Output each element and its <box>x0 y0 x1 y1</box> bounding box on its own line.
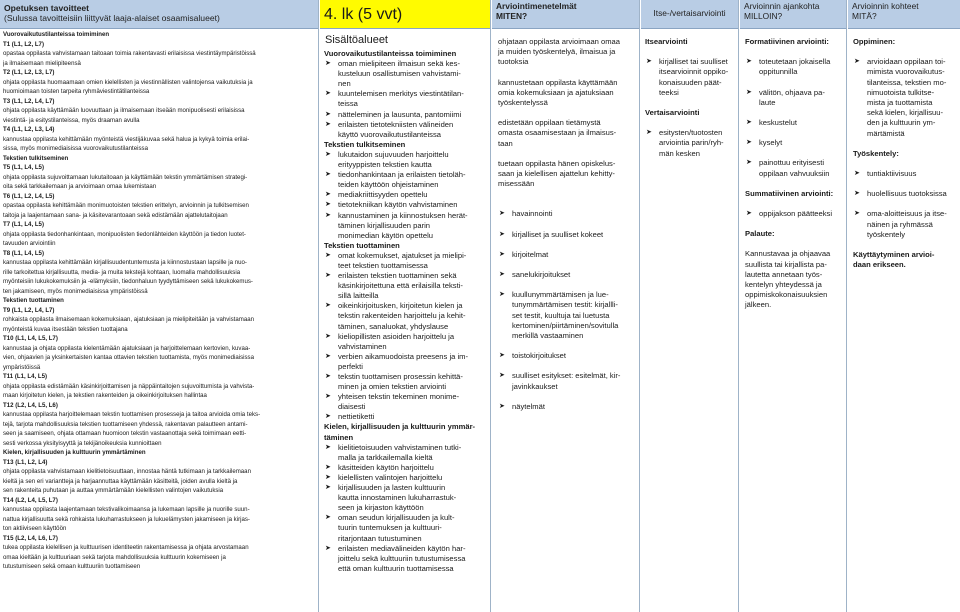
learning-heading: Oppiminen: <box>853 37 896 46</box>
content-item: ➤ kielitietoisuuden vahvistaminen tutki- malla ja tarkkailemalla kieltä <box>324 443 486 463</box>
content-item: ➤ erilaisten mediavälineiden käytön har- joittelu sekä kulttuuriin tutustumisessa että oman kulttuurin tuottamisessa <box>324 544 486 574</box>
targets-list <box>848 29 960 278</box>
content-section-heading: Vuorovaikutustilanteissa toimiminen <box>324 49 457 58</box>
spacer <box>745 239 841 249</box>
objective-text: sissa, myös monimediaisissa vuorovaikutustilanteissa <box>3 145 148 152</box>
objective-text: tejä, tarjota mahdollisuuksia tekstien tuottamiseen yhdessä, rakentavan palautteen antami- <box>3 420 248 428</box>
spacer <box>498 361 633 371</box>
method-paragraph: edistetään oppilaan tietämystä omasta osaamisestaan ja ilmaisus- taan <box>498 118 617 148</box>
spacer <box>498 199 633 209</box>
feedback-text: Kannustavaa ja ohjaavaa suullista tai kirjallista pa- lautetta annetaan työs- kentelyn yhteydessä ja oppimiskokonaisuuksien jälkeen. <box>745 249 831 310</box>
grade-title: 4. lk (5 vvt) <box>320 0 490 29</box>
self-assessment-list <box>641 29 738 167</box>
objective-heading: T7 (L1, L4, L5) <box>3 221 44 228</box>
self-assessment-item: ➤ kirjalliset tai suulliset itsearvioinnit oppiko- konaisuuden päät- teeksi <box>645 57 734 98</box>
objective-heading: T8 (L1, L4, L5) <box>3 249 44 257</box>
objective-heading: Vuorovaikutustilanteissa toimiminen <box>3 31 110 38</box>
content-item: ➤ mediakriittisyyden opettelu <box>324 190 486 200</box>
objective-heading: T11 (L1, L4, L5) <box>3 373 48 380</box>
spacer <box>853 240 955 250</box>
content-item: ➤ erilaisten tekstien tuottaminen sekä käsinkirjoitettuna että erilaisilla teksti- sillä laitteilla <box>324 271 486 301</box>
objective-text: rille tarkoitettua kirjallisuutta, media- ja muita tekstejä kohtaan, luomalla mahdollisuuksia <box>3 268 241 276</box>
objective-text: ohjata oppilasta käyttämään luovuuttaan ja ilmaisemaan itseään monipuolisesti erilaisissa <box>3 107 245 114</box>
objective-text: tukea oppilasta kielellisen ja kulttuurisen identiteetin rakentamisessa ja ohjata arvostamaan <box>3 544 249 551</box>
objective-text: taitoja ja laajentamaan sana- ja käsitevarantoaan sekä edistämään ajattelutaitojaan <box>3 211 228 219</box>
method-paragraph: kannustetaan oppilasta käyttämään omia kokemuksiaan ja ajatuksiaan työskentelyssä <box>498 77 618 108</box>
spacer <box>745 78 841 88</box>
spacer <box>853 199 955 209</box>
behaviour-note: Käyttäytyminen arvioi- daan erikseen. <box>853 250 935 270</box>
content-section-heading: Tekstien tuottaminen <box>324 240 400 250</box>
timing-item: ➤ toteutetaan jokaisella oppitunnilla <box>745 57 841 77</box>
content-section-heading: Tekstien tulkitseminen <box>324 139 406 149</box>
objectives-header <box>0 0 318 29</box>
objective-text: ympäristöissä <box>3 363 41 371</box>
method-item: ➤ sanelukirjoitukset <box>498 270 633 280</box>
timing-item: ➤ keskustelut <box>745 118 841 128</box>
spacer <box>745 219 841 229</box>
objective-text: kannustaa oppilasta laajentamaan tekstivalikoimaansa ja lukemaan lapsille ja nuorille suun- <box>3 506 250 513</box>
spacer <box>853 139 955 149</box>
content-section-heading: Kielen, kirjallisuuden ja kulttuurin ymmär- <box>324 422 476 432</box>
spacer <box>853 179 955 189</box>
spacer <box>498 412 633 422</box>
method-item: ➤ havainnointi <box>498 209 633 219</box>
spacer <box>745 148 841 158</box>
objective-text: sesti verkossa yksityisyyttä ja tekijänoikeuksia kunnioittaen <box>3 439 162 447</box>
objective-text: opastaa oppilasta kehittämään monimuotoisten tekstien erittelyn, arvioinnin ja tulkitsemisen <box>3 202 249 209</box>
content-section-heading: täminen <box>324 432 354 442</box>
objective-heading: Tekstien tuottaminen <box>3 297 64 304</box>
targets-header-title: Arvioinnin kohteet <box>852 1 919 11</box>
timing-item: ➤ oppijakson päätteeksi <box>745 209 841 219</box>
spacer <box>498 392 633 402</box>
objective-text: kannustaa oppilasta harjoittelemaan tekstin tuottamisen prosesseja ja taitoa arvioida omia teks- <box>3 411 261 418</box>
objective-heading: T13 (L1, L2, L4) <box>3 458 48 466</box>
timing-item: ➤ kyselyt <box>745 138 841 148</box>
timing-list <box>740 29 846 329</box>
spacer <box>745 199 841 209</box>
spacer <box>498 220 633 230</box>
peer-assessment-heading: Vertaisarviointi <box>645 108 700 118</box>
timing-item: ➤ painottuu erityisesti oppilaan vahvuuksiin <box>745 158 841 178</box>
method-item: ➤ toistokirjoitukset <box>498 351 633 361</box>
objective-heading: Tekstien tulkitseminen <box>3 154 69 162</box>
spacer <box>498 341 633 351</box>
peer-assessment-item: ➤ esitysten/tuotosten arviointia parin/ryh- män kesken <box>645 128 734 159</box>
objective-text: omaa kieltään ja kulttuuriaan sekä tarjota mahdollisuuksia kulttuurin kokemiseen ja <box>3 553 226 561</box>
objective-text: myönteistä kuvaa itsestään tekstien tuottajana <box>3 325 128 333</box>
spacer <box>745 179 841 189</box>
spacer <box>645 98 734 108</box>
objective-heading: T5 (L1, L4, L5) <box>3 164 44 171</box>
content-item: ➤ oman mielipiteen ilmaisun sekä kes- kusteluun osallistumisen vahvistami- nen <box>324 59 486 89</box>
objective-heading: T10 (L1, L4, L5, L7) <box>3 335 58 342</box>
targets-header-subtitle: MITÄ? <box>852 10 877 21</box>
methods-list <box>492 29 639 430</box>
summative-heading: Summatiivinen arviointi: <box>745 188 834 198</box>
feedback-heading: Palaute: <box>745 229 775 239</box>
content-item: ➤ tekstin tuottamisen prosessin kehittä- minen ja omien tekstien arviointi <box>324 372 486 392</box>
content-item: ➤ kirjallisuuden ja lasten kulttuurin kautta innostaminen lukuharrastuk- seen ja kirjaston käyttöön <box>324 483 486 513</box>
spacer <box>853 159 955 169</box>
target-item: ➤ huolellisuus tuotoksissa <box>853 189 955 199</box>
column-content <box>320 0 491 612</box>
objective-text: ten jakamiseen, myös monimediaisissa ympäristöissä <box>3 287 148 295</box>
column-methods <box>492 0 640 612</box>
objectives-list <box>0 29 318 572</box>
content-item: ➤ oikeinkirjoitusken, kirjoitetun kielen ja tekstin rakenteiden harjoittelu ja kehit- täminen, sanaluokat, yhdyslause <box>324 301 486 331</box>
method-item: ➤ kirjoitelmat <box>498 250 633 260</box>
objective-text: rohkaista oppilasta ilmaisemaan kokemuksiaan, ajatuksiaan ja mielipiteitään ja vahvistamaan <box>3 316 254 323</box>
column-self-assessment <box>641 0 739 612</box>
objective-text: myönteisiin lukukokemuksiin ja -elämyksiin, tiedonhaluun tyydyttämiseen sekä lukukokemus- <box>3 278 253 285</box>
objective-heading: T2 (L1, L2, L3, L7) <box>3 69 55 76</box>
spacer <box>853 47 955 57</box>
objectives-header-title: Opetuksen tavoitteet <box>4 3 90 13</box>
objective-text: kannustaa oppilasta kehittämään kirjallisuudentuntemusta ja kiinnostustaan lapsille ja nuo- <box>3 259 247 266</box>
objective-heading: T15 (L2, L4, L6, L7) <box>3 534 58 542</box>
self-assessment-header <box>641 0 738 29</box>
methods-header-title: Arviointimenetelmät <box>496 1 577 11</box>
spacer <box>745 47 841 57</box>
spacer <box>498 280 633 290</box>
spacer <box>645 118 734 128</box>
method-item: ➤ kirjalliset ja suulliset kokeet <box>498 230 633 240</box>
timing-item: ➤ välitön, ohjaava pa- laute <box>745 88 841 108</box>
objective-text: sen rakenteita puhutaan ja auttaa ymmärtämään kielellisten valintojen vaikutuksia <box>3 487 224 494</box>
timing-header <box>740 0 846 29</box>
objective-text: viestintä- ja esitystilanteissa, myös draaman avulla <box>3 116 140 124</box>
spacer <box>745 108 841 118</box>
target-item: ➤ tuntiaktiivisuus <box>853 169 955 179</box>
content-areas-title: Sisältöalueet <box>325 34 388 46</box>
objective-text: kieltä ja sen eri variantteja ja harjaannuttaa käyttämään käsitteitä, joiden avulla kieltä ja <box>3 477 238 485</box>
content-item: ➤ kieliopillisten asioiden harjoittelu ja vahvistaminen <box>324 332 486 352</box>
spacer <box>745 128 841 138</box>
content-item: ➤ kannustaminen ja kiinnostuksen herät- täminen kirjallisuuden parin monimedian käytön opettelu <box>324 211 486 241</box>
target-item: ➤ oma-aloitteisuus ja itse- näinen ja ryhmässä työskentely <box>853 209 955 240</box>
content-item: ➤ oman seudun kirjallisuuden ja kult- tuurin tuntemuksen ja kulttuuri- ritarjontaan tutustuminen <box>324 513 486 543</box>
content-item: ➤ tiedonhankintaan ja erilaisten tietoläh- teiden käyttöön ohjeistaminen <box>324 170 486 190</box>
column-objectives <box>0 0 319 612</box>
objective-text: ohjata oppilasta tiedonhankintaan, monipuolisten tiedonlähteiden käyttöön ja tiedon luotet- <box>3 230 246 238</box>
content-item: ➤ tietotekniikan käytön vahvistaminen <box>324 200 486 210</box>
objective-text: kannustaa ja ohjata oppilasta kielentämään ajatuksiaan ja harjoittelemaan kertovien, kuvaa- <box>3 344 251 352</box>
method-item: ➤ suulliset esitykset: esitelmät, kir- javinkkaukset <box>498 371 633 391</box>
objective-heading: T12 (L2, L4, L5, L6) <box>3 401 58 409</box>
method-item: ➤ kuullunymmärtämisen ja lue- tunymmärtämisen testit: kirjallli- set testit, kuultuja tai luetusta kertominen/piirtäminen/sovitulla merkillä vastaaminen <box>498 290 633 341</box>
method-item: ➤ näytelmät <box>498 402 633 412</box>
content-item: ➤ omat kokemukset, ajatukset ja mielipi- teet tekstien tuottamisessa <box>324 251 486 271</box>
objective-text: tutustumiseen sekä omaan kulttuuriin tuottamiseen <box>3 563 141 570</box>
content-item: ➤ käsitteiden käytön harjoittelu <box>324 463 486 473</box>
objective-text: ohjata oppilasta edistämään käsinkirjoittamisen ja näppäintaitojen sujuvoittumista ja vahvista- <box>3 382 255 390</box>
timing-header-subtitle: MILLOIN? <box>744 10 783 21</box>
column-timing <box>740 0 847 612</box>
work-heading: Työskentely: <box>853 148 899 158</box>
objective-text: tavuuden arviointiin <box>3 240 56 247</box>
objective-heading: Kielen, kirjallisuuden ja kulttuurin ymmärtäminen <box>3 449 146 456</box>
content-item: ➤ kuuntelemisen merkitys viestintätilan- teissa <box>324 89 486 109</box>
objective-text: kannustaa oppilasta kehittämään myönteistä viestijäkuvaa sekä halua ja kykyä toimia erilai- <box>3 135 250 143</box>
objective-text: vien, ohjaavien ja yksinkertaisten kantaa ottavien tekstien tuottamista, myös monimediaisissa <box>3 354 254 361</box>
objective-text: ton aktiiviseen käyttöön <box>3 525 67 532</box>
spacer <box>645 47 734 57</box>
objective-heading: T1 (L1, L2, L7) <box>3 40 44 48</box>
spacer <box>498 240 633 250</box>
objective-text: ohjata oppilasta sujuvoittamaan lukutaitoaan ja käyttämään tekstin ymmärtämisen strategi- <box>3 173 248 181</box>
timing-header-title: Arvioinnin ajankohta <box>744 1 820 11</box>
objective-text: seen ja saamiseen, ohjata ottamaan huomioon tekstin vastaanottaja sekä toimimaan eetti- <box>3 430 247 437</box>
target-item: ➤ arvioidaan oppilaan toi- mimista vuorovaikutus- tilanteissa, tekstien mo- nimuotoista tulkitse- mista ja tuottamista sekä kielen, kirjallisuu- den ja kulttuurin ym- märtämistä <box>853 57 955 139</box>
method-paragraph: tuetaan oppilasta hänen opiskelus- saan ja kielellisen ajattelun kehitty- misessään <box>498 158 616 189</box>
method-paragraph: ohjataan oppilasta arvioimaan omaa ja muiden työskentelyä, ilmaisua ja tuotoksia <box>498 37 621 67</box>
formative-heading: Formatiivinen arviointi: <box>745 37 829 46</box>
content-item: ➤ kielellisten valintojen harjoittelu <box>324 473 486 483</box>
spacer <box>498 260 633 270</box>
methods-header-subtitle: MITEN? <box>496 10 528 21</box>
objective-text: nattua kirjallisuutta sekä rohkaista lukuharrastukseen ja lukuelämysten jakamiseen ja kirjas- <box>3 515 250 523</box>
objective-heading: T9 (L1, L2, L4, L7) <box>3 306 55 314</box>
self-assessment-heading: Itsearviointi <box>645 37 688 46</box>
column-targets <box>848 0 960 612</box>
content-areas <box>320 29 490 576</box>
self-assessment-header-title: Itse-/vertaisarviointi <box>653 8 726 19</box>
objective-text: maan kirjoitetun kielen, ja tekstien rakenteiden ja oikeinkirjoituksen hallintaa <box>3 392 207 399</box>
content-item: ➤ erilaisten tietotekniisten välineiden käyttö vuorovaikutustilanteissa <box>324 120 486 140</box>
objective-text: ohjata oppilasta huomaamaan omien kielellisten ja viestinnällisten valintojensa vaikutuksia ja <box>3 78 253 86</box>
objective-heading: T4 (L1, L2, L3, L4) <box>3 126 55 133</box>
objective-heading: T14 (L2, L4, L5, L7) <box>3 496 58 504</box>
objectives-header-subtitle: (Sulussa tavoitteisiin liittyvät laaja-alaiset osaamisalueet) <box>4 13 220 23</box>
targets-header <box>848 0 960 29</box>
content-item: ➤ yhteisen tekstin tekeminen monime- diaisesti <box>324 392 486 412</box>
objective-text: ja ilmaisemaan mielipiteensä <box>3 59 81 67</box>
objective-text: oita sekä tarkkailemaan ja arvioimaan omaa lukemistaan <box>3 183 157 190</box>
content-item: ➤ nätteleminen ja lausunta, pantomiimi <box>324 110 486 120</box>
objective-text: ohjata oppilasta vahvistamaan kielitietoisuuttaan, innostaa häntä tutkimaan ja tarkkailemaan <box>3 468 251 475</box>
objective-text: huomioimaan toisten tarpeita ryhmäviestintätilanteissa <box>3 88 150 95</box>
content-item: ➤ verbien aikamuodoista preesens ja im- perfekti <box>324 352 486 372</box>
content-item: ➤ nettietiketti <box>324 412 486 422</box>
methods-header <box>492 0 639 29</box>
objective-heading: T3 (L1, L2, L4, L7) <box>3 97 55 105</box>
objective-text: opastaa oppilasta vahvistamaan taitoaan toimia rakentavasti erilaisissa viestintäympäristöissä <box>3 50 256 57</box>
content-item: ➤ lukutaidon sujuvuuden harjoittelu erityyppisten tekstien kautta <box>324 150 486 170</box>
objective-heading: T6 (L1, L2, L4, L5) <box>3 192 55 200</box>
